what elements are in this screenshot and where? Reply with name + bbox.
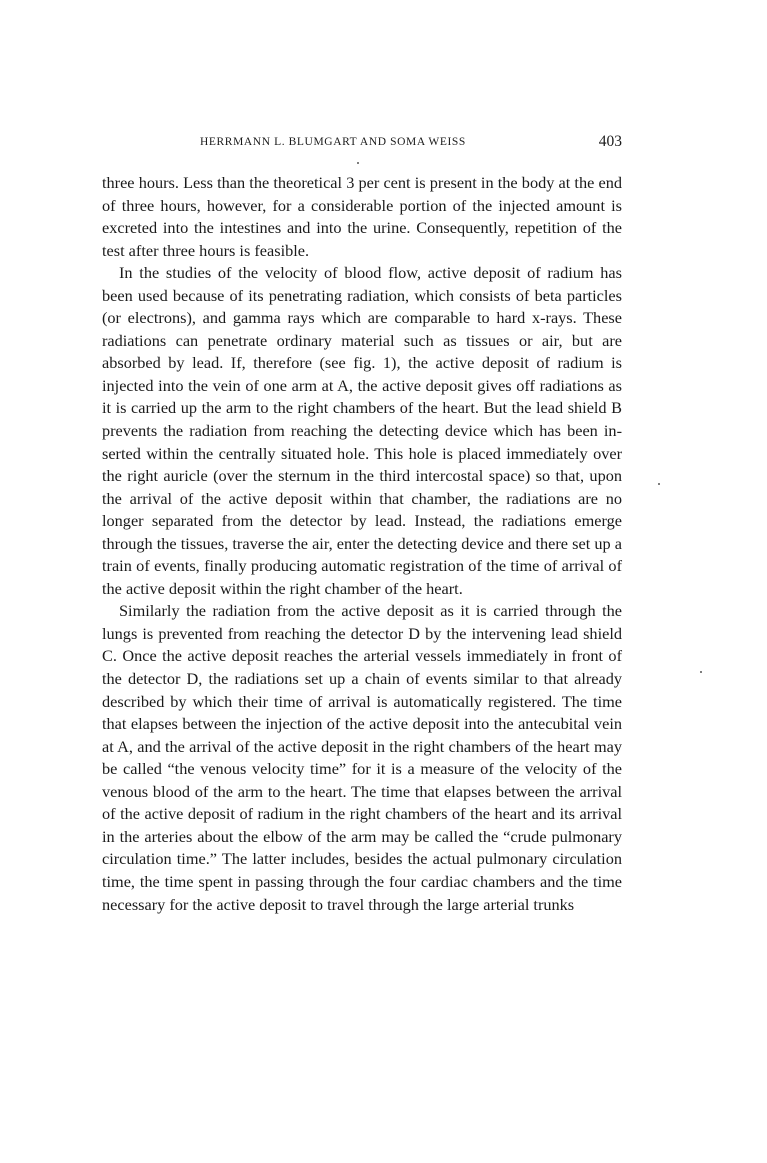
stray-mark	[700, 671, 702, 673]
paragraph: In the studies of the velocity of blood flow, active deposit of radium has been used because of its penetrating radiation, which consists of beta particles (or electrons), and gamma rays which are comparable to hard x-rays. These radiations can penetrate ordinary material such as tissues or air, but are absorbed by lead. If, therefore (see fig. 1), the active deposit of radium is injected into the vein of one arm at A, the active deposit gives off radiations as it is carried up the arm to the right chambers of the heart. But the lead shield B prevents the radiation from reaching the detecting device which has been inserted within the centrally situated hole. This hole is placed immediately over the right auricle (over the sternum in the third intercostal space) so that, upon the arrival of the active deposit within that chamber, the radiations are no longer separated from the detector by lead. Instead, the radiations emerge through the tissues, traverse the air, enter the detecting device and there set up a train of events, finally producing automatic registration of the time of arrival of the active deposit within the right chamber of the heart.	[102, 263, 622, 598]
page-number: 403	[598, 133, 622, 150]
paragraph: Similarly the radiation from the active deposit as it is carried through the lungs is prevented from reaching the detector D by the intervening lead shield C. Once the active deposit reaches the arterial vessels immediately in front of the detector D, the radiations set up a chain of events similar to that already described by which their time of arrival is automatically registered. The time that elapses between the injection of the active deposit into the antecubital vein at A, and the arrival of the active deposit in the right chambers of the heart may be called “the venous velocity time” for it is a measure of the velocity of the venous blood of the arm to the heart. The time that elapses between the arrival of the active deposit of radium in the right chambers of the heart and its arrival in the arteries about the elbow of the arm may be called the “crude pulmonary circulation time.” The latter includes, besides the actual pulmonary circulation time, the time spent in passing through the four cardiac chambers and the time necessary for the active deposit to travel through the large arterial trunks	[102, 601, 622, 914]
running-head: HERRMANN L. BLUMGART AND SOMA WEISS	[200, 136, 466, 148]
page-header	[102, 133, 622, 155]
stray-mark	[357, 162, 359, 164]
stray-mark	[658, 483, 660, 485]
paragraph: three hours. Less than the theoretical 3 per cent is present in the body at the end of three hours, however, for a considerable portion of the injected amount is excreted into the intestines and into the urine. Consequently, repetition of the test after three hours is feasible.	[102, 173, 622, 260]
body-text	[102, 172, 622, 916]
